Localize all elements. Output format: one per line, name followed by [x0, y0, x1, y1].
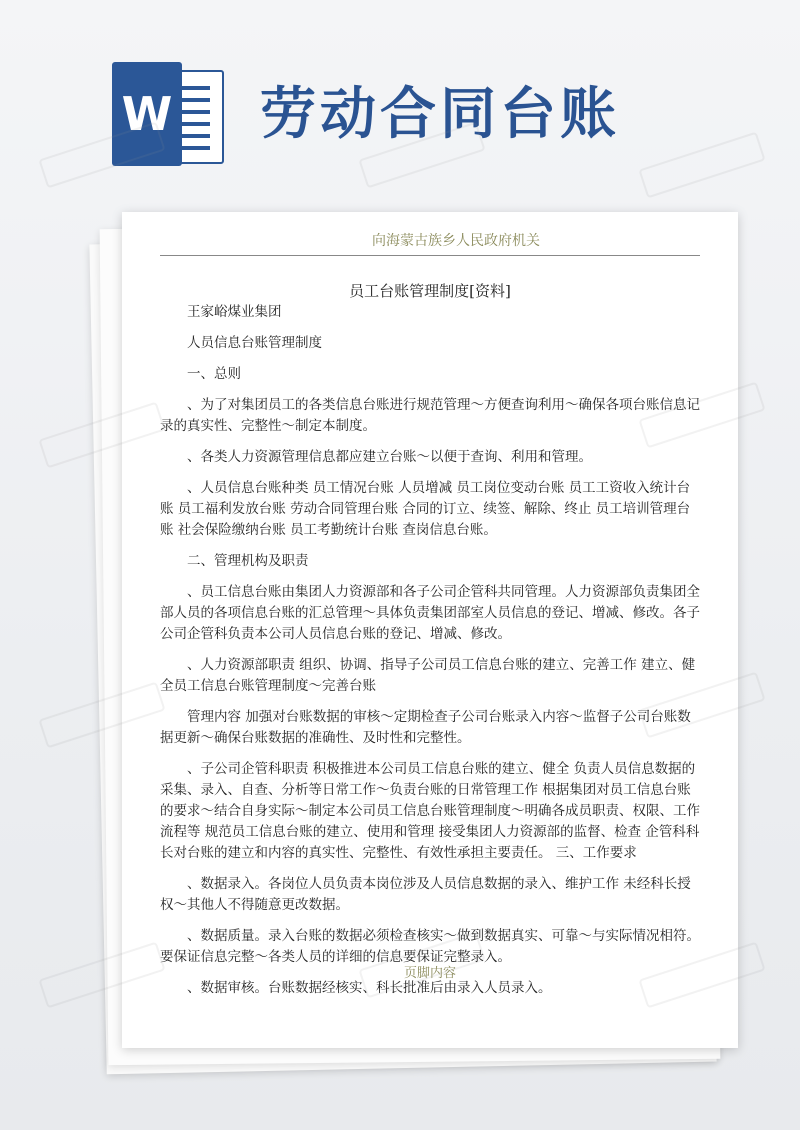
body-paragraph: 一、总则	[187, 366, 241, 382]
body-paragraph: 王家峪煤业集团	[187, 304, 282, 320]
document-title: 员工台账管理制度[资料]	[349, 282, 511, 300]
body-paragraph: 、数据质量。录入台账的数据必须检查核实～做到数据真实、可靠～与实际情况相符。要保证信息完整～各类人员的详细的信息要保证完整录入。	[160, 928, 700, 965]
body-paragraph: 、人力资源部职责 组织、协调、指导子公司员工信息台账的建立、完善工作 建立、健全员工信息台账管理制度～完善台账	[160, 657, 696, 694]
body-paragraph: 二、管理机构及职责	[187, 553, 309, 569]
document-body	[160, 302, 702, 1009]
page-footer: 页脚内容	[403, 966, 456, 981]
word-icon	[112, 62, 220, 166]
body-paragraph: 人员信息台账管理制度	[187, 335, 322, 351]
body-paragraph: 、数据录入。各岗位人员负责本岗位涉及人员信息数据的录入、维护工作 未经科长授权～其他人不得随意更改数据。	[160, 876, 691, 913]
document-page	[122, 212, 738, 1048]
body-paragraph: 管理内容 加强对台账数据的审核～定期检查子公司台账录入内容～监督子公司台账数据更新～确保台账数据的准确性、及时性和完整性。	[160, 709, 691, 746]
banner-title: 劳动合同台账	[260, 82, 620, 147]
page-header: 向海蒙古族乡人民政府机关	[372, 233, 540, 249]
body-paragraph: 、子公司企管科职责 积极推进本公司员工信息台账的建立、健全 负责人员信息数据的采集、录入、自查、分析等日常工作～负责台账的日常管理工作 根据集团对员工信息台账的要求～结合自身实际～制定本公司员工信息台账管理制度～明确各成员职责、权限、工作流程等 规范员工信息台账的建立、使用和管理 接受集团人力资源部的监督、检查 企管科科长对台账的建立和内容的真实性、完整性、有效性承担主要责任。 三、工作要求	[160, 761, 700, 861]
body-paragraph: 、人员信息台账种类 员工情况台账 人员增减 员工岗位变动台账 员工工资收入统计台账 员工福利发放台账 劳动合同管理台账 合同的订立、续签、解除、终止 员工培训管理台账 社会保险缴纳台账 员工考勤统计台账 查岗信息台账。	[160, 480, 691, 538]
body-paragraph: 、数据审核。台账数据经核实、科长批准后由录入人员录入。	[187, 980, 552, 996]
body-paragraph: 、员工信息台账由集团人力资源部和各子公司企管科共同管理。人力资源部负责集团全部人员的各项信息台账的汇总管理～具体负责集团部室人员信息的登记、增减、修改。各子公司企管科负责本公司人员信息台账的登记、增减、修改。	[160, 584, 700, 642]
header-divider	[160, 255, 700, 256]
word-badge: W	[112, 62, 182, 166]
body-paragraph: 、各类人力资源管理信息都应建立台账～以便于查询、利用和管理。	[187, 449, 592, 465]
body-paragraph: 、为了对集团员工的各类信息台账进行规范管理～方便查询利用～确保各项台账信息记录的真实性、完整性～制定本制度。	[160, 397, 700, 434]
